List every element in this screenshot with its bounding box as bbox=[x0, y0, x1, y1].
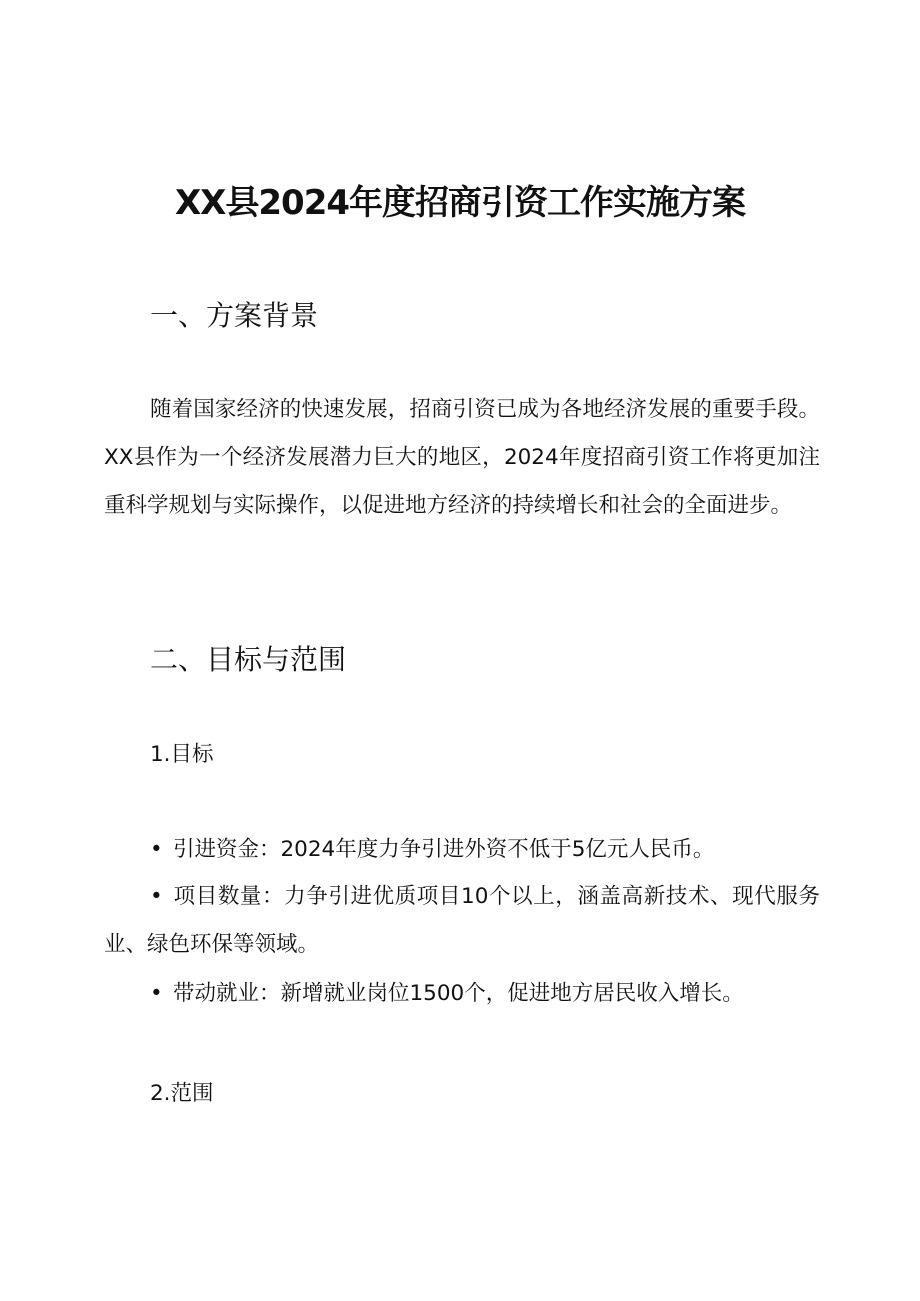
subsection-label-goals: 1.目标 bbox=[150, 742, 214, 767]
bullet-text: 项目数量：力争引进优质项目10个以上，涵盖高新技术、现代服务业、绿色环保等领域。 bbox=[104, 884, 820, 957]
bullet-icon: • bbox=[150, 884, 163, 909]
bullet-icon: • bbox=[150, 981, 163, 1006]
bullet-item-employment bbox=[104, 970, 820, 1018]
section-heading-goals-scope: 二、目标与范围 bbox=[150, 643, 347, 676]
subsection-label-scope: 2.范围 bbox=[150, 1081, 214, 1106]
background-paragraph: 随着国家经济的快速发展，招商引资已成为各地经济发展的重要手段。XX县作为一个经济发展潜力巨大的地区，2024年度招商引资工作将更加注重科学规划与实际操作，以促进地方经济的持续增长和社会的全面进步。 bbox=[104, 397, 820, 518]
section-heading-background: 一、方案背景 bbox=[150, 299, 319, 332]
bullet-text: 引进资金：2024年度力争引进外资不低于5亿元人民币。 bbox=[173, 837, 715, 862]
bullet-text: 带动就业：新增就业岗位1500个，促进地方居民收入增长。 bbox=[173, 981, 744, 1006]
document-title: XX县2024年度招商引资工作实施方案 bbox=[174, 183, 746, 223]
bullet-item-funding bbox=[104, 826, 820, 874]
bullet-icon: • bbox=[150, 837, 163, 862]
bullet-item-projects bbox=[104, 873, 820, 969]
